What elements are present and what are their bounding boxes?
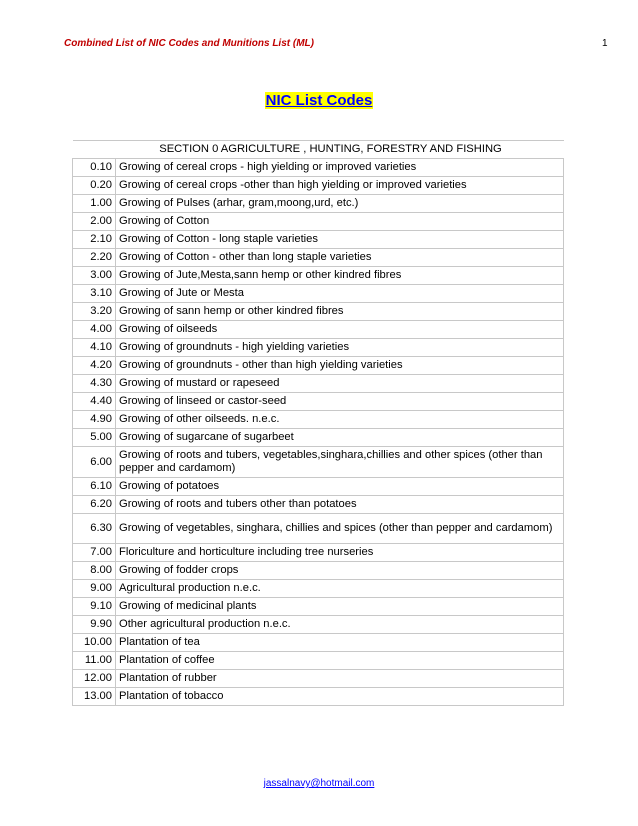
table-row — [73, 267, 564, 285]
nic-description-cell: Growing of cereal crops - high yielding or improved varieties — [116, 159, 564, 177]
nic-code-cell: 1.00 — [73, 195, 116, 213]
nic-description-cell: Growing of fodder crops — [116, 562, 564, 580]
nic-code-cell: 3.00 — [73, 267, 116, 285]
table-row — [73, 249, 564, 267]
nic-description-cell: Growing of groundnuts - high yielding varieties — [116, 339, 564, 357]
table-row — [73, 177, 564, 195]
table-row — [73, 393, 564, 411]
nic-description-cell: Growing of roots and tubers, vegetables,singhara,chillies and other spices (other than pepper and cardamom) — [116, 447, 564, 478]
table-row — [73, 496, 564, 514]
document-header-title: Combined List of NIC Codes and Munitions List (ML) — [64, 38, 314, 49]
section-heading-row — [73, 141, 564, 159]
nic-description-cell: Growing of sugarcane of sugarbeet — [116, 429, 564, 447]
nic-description-cell: Growing of Cotton — [116, 213, 564, 231]
nic-code-cell: 4.40 — [73, 393, 116, 411]
page-title-container — [0, 92, 638, 110]
nic-description-cell: Growing of other oilseeds. n.e.c. — [116, 411, 564, 429]
table-row — [73, 598, 564, 616]
nic-description-cell: Growing of oilseeds — [116, 321, 564, 339]
nic-code-cell: 4.10 — [73, 339, 116, 357]
section-heading: SECTION 0 AGRICULTURE , HUNTING, FORESTRY AND FISHING — [73, 141, 564, 159]
nic-description-cell: Growing of Cotton - other than long staple varieties — [116, 249, 564, 267]
table-row — [73, 514, 564, 544]
nic-code-cell: 2.10 — [73, 231, 116, 249]
nic-description-cell: Growing of Jute or Mesta — [116, 285, 564, 303]
table-row — [73, 213, 564, 231]
nic-code-cell: 7.00 — [73, 544, 116, 562]
table-row — [73, 321, 564, 339]
nic-code-cell: 6.00 — [73, 447, 116, 478]
nic-description-cell: Agricultural production n.e.c. — [116, 580, 564, 598]
nic-description-cell: Growing of linseed or castor-seed — [116, 393, 564, 411]
nic-description-cell: Growing of roots and tubers other than potatoes — [116, 496, 564, 514]
table-row — [73, 159, 564, 177]
nic-code-cell: 2.20 — [73, 249, 116, 267]
nic-description-cell: Growing of Pulses (arhar, gram,moong,urd, etc.) — [116, 195, 564, 213]
nic-description-cell: Growing of medicinal plants — [116, 598, 564, 616]
nic-code-cell: 12.00 — [73, 670, 116, 688]
nic-code-cell: 9.90 — [73, 616, 116, 634]
nic-codes-table — [72, 140, 564, 706]
nic-code-cell: 4.90 — [73, 411, 116, 429]
nic-description-cell: Growing of potatoes — [116, 478, 564, 496]
table-row — [73, 231, 564, 249]
table-row — [73, 447, 564, 478]
table-row — [73, 339, 564, 357]
table-row — [73, 616, 564, 634]
table-row — [73, 634, 564, 652]
nic-code-cell: 3.20 — [73, 303, 116, 321]
table-row — [73, 580, 564, 598]
nic-description-cell: Growing of Cotton - long staple varieties — [116, 231, 564, 249]
page-number: 1 — [602, 38, 608, 49]
nic-description-cell: Other agricultural production n.e.c. — [116, 616, 564, 634]
nic-code-cell: 11.00 — [73, 652, 116, 670]
table-row — [73, 688, 564, 706]
nic-description-cell: Plantation of rubber — [116, 670, 564, 688]
nic-code-cell: 6.30 — [73, 514, 116, 544]
table-row — [73, 411, 564, 429]
table-row — [73, 562, 564, 580]
table-row — [73, 303, 564, 321]
nic-code-cell: 0.10 — [73, 159, 116, 177]
nic-description-cell: Growing of mustard or rapeseed — [116, 375, 564, 393]
footer — [0, 773, 638, 791]
nic-code-cell: 2.00 — [73, 213, 116, 231]
table-row — [73, 285, 564, 303]
nic-code-cell: 9.00 — [73, 580, 116, 598]
nic-code-cell: 5.00 — [73, 429, 116, 447]
nic-code-cell: 0.20 — [73, 177, 116, 195]
nic-description-cell: Growing of groundnuts - other than high yielding varieties — [116, 357, 564, 375]
table-row — [73, 375, 564, 393]
table-row — [73, 544, 564, 562]
nic-code-cell: 3.10 — [73, 285, 116, 303]
nic-description-cell: Growing of vegetables, singhara, chillies and spices (other than pepper and cardamom) — [116, 514, 564, 544]
nic-description-cell: Growing of Jute,Mesta,sann hemp or other kindred fibres — [116, 267, 564, 285]
nic-code-cell: 4.30 — [73, 375, 116, 393]
table-row — [73, 670, 564, 688]
nic-code-cell: 8.00 — [73, 562, 116, 580]
nic-description-cell: Plantation of coffee — [116, 652, 564, 670]
nic-code-cell: 13.00 — [73, 688, 116, 706]
nic-code-cell: 6.10 — [73, 478, 116, 496]
nic-code-cell: 6.20 — [73, 496, 116, 514]
nic-description-cell: Growing of sann hemp or other kindred fibres — [116, 303, 564, 321]
table-row — [73, 478, 564, 496]
nic-description-cell: Plantation of tea — [116, 634, 564, 652]
nic-code-cell: 9.10 — [73, 598, 116, 616]
table-row — [73, 652, 564, 670]
table-row — [73, 429, 564, 447]
nic-description-cell: Growing of cereal crops -other than high yielding or improved varieties — [116, 177, 564, 195]
table-row — [73, 357, 564, 375]
nic-description-cell: Floriculture and horticulture including tree nurseries — [116, 544, 564, 562]
nic-code-cell: 4.20 — [73, 357, 116, 375]
nic-code-cell: 10.00 — [73, 634, 116, 652]
footer-email-link[interactable]: jassalnavy@hotmail.com — [263, 778, 375, 789]
nic-description-cell: Plantation of tobacco — [116, 688, 564, 706]
nic-code-cell: 4.00 — [73, 321, 116, 339]
page-title: NIC List Codes — [265, 92, 373, 109]
table-row — [73, 195, 564, 213]
